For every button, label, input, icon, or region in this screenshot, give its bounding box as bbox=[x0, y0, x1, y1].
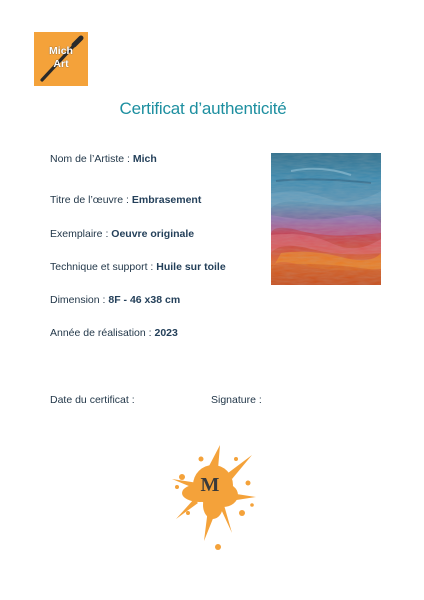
logo-line-2: Art bbox=[53, 58, 69, 70]
field-label: Année de réalisation : bbox=[50, 327, 155, 339]
field-value: Huile sur toile bbox=[156, 261, 226, 273]
dimension-field bbox=[50, 294, 180, 306]
field-value: 8F - 46 x38 cm bbox=[108, 294, 181, 306]
field-value: Mich bbox=[132, 153, 157, 165]
page-title: Certificat d’authenticité bbox=[119, 99, 287, 118]
field-label: Exemplaire : bbox=[50, 228, 112, 240]
artwork-image bbox=[271, 153, 381, 285]
signature-label: Signature : bbox=[211, 394, 262, 406]
field-label: Technique et support : bbox=[50, 261, 157, 273]
year-field bbox=[50, 327, 178, 339]
field-value: 2023 bbox=[154, 327, 178, 339]
field-label: Titre de l’œuvre : bbox=[50, 194, 132, 206]
edition-field bbox=[50, 228, 194, 240]
logo-line-1: Mich bbox=[49, 45, 73, 57]
field-label: Dimension : bbox=[50, 294, 109, 306]
field-value: Oeuvre originale bbox=[111, 228, 195, 240]
field-label: Nom de l’Artiste : bbox=[50, 153, 133, 165]
signature-letter: M bbox=[200, 474, 220, 496]
technique-field bbox=[50, 261, 226, 273]
certificate-date-label: Date du certificat : bbox=[50, 394, 135, 406]
field-value: Embrasement bbox=[131, 194, 202, 206]
artwork-title-field bbox=[50, 194, 201, 206]
mich-art-logo bbox=[34, 32, 88, 86]
signature-mark bbox=[168, 443, 258, 560]
artist-name-field bbox=[50, 153, 157, 165]
